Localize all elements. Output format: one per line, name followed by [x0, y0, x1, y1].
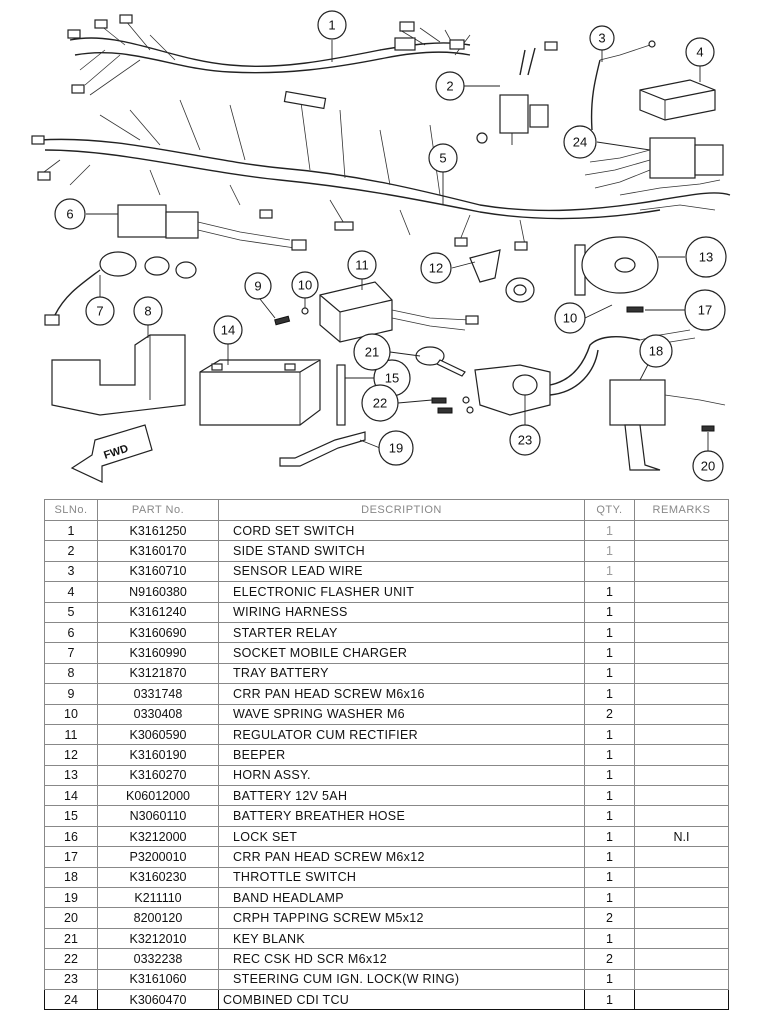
cell-description: THROTTLE SWITCH: [219, 867, 585, 887]
cell-qty: 1: [585, 541, 635, 561]
callout-label: 22: [372, 395, 388, 411]
cell-remarks: [635, 643, 729, 663]
callout-10b: [555, 303, 585, 333]
table-row: [45, 888, 729, 908]
cell-part-number: 0332238: [98, 949, 219, 969]
cell-description: REC CSK HD SCR M6x12: [219, 949, 585, 969]
table-row: [45, 602, 729, 622]
cell-qty: 1: [585, 622, 635, 642]
callout-label: 24: [572, 134, 588, 150]
cell-sl: 21: [45, 928, 98, 948]
callout-label: 13: [698, 249, 714, 265]
screw-20-drawing: [702, 426, 714, 431]
cell-part-number: N3060110: [98, 806, 219, 826]
table-row: [45, 684, 729, 704]
cell-description: BAND HEADLAMP: [219, 888, 585, 908]
cord-set-switch-drawing: [68, 15, 470, 95]
callout-8: [134, 297, 162, 325]
socket-mobile-charger-drawing: [45, 252, 196, 325]
cell-remarks: [635, 969, 729, 989]
table-row: [45, 521, 729, 541]
cell-qty: 1: [585, 826, 635, 846]
cell-qty: 1: [585, 602, 635, 622]
cell-remarks: N.I: [635, 826, 729, 846]
cell-sl: 12: [45, 745, 98, 765]
cell-qty: 1: [585, 786, 635, 806]
column-header-description: DESCRIPTION: [219, 500, 585, 521]
callout-label: 6: [66, 206, 74, 222]
cell-description: BATTERY 12V 5AH: [219, 786, 585, 806]
cell-part-number: K3161060: [98, 969, 219, 989]
callout-10a: [292, 272, 318, 298]
callout-label: 1: [328, 17, 336, 33]
callout-label: 4: [696, 44, 704, 60]
cell-sl: 6: [45, 622, 98, 642]
cell-description: KEY BLANK: [219, 928, 585, 948]
callout-11: [348, 251, 376, 279]
cell-part-number: K06012000: [98, 786, 219, 806]
cell-remarks: [635, 867, 729, 887]
cell-sl: 19: [45, 888, 98, 908]
callout-7: [86, 297, 114, 325]
fwd-label: FWD: [102, 442, 130, 462]
cell-part-number: K3160190: [98, 745, 219, 765]
cell-description: CORD SET SWITCH: [219, 521, 585, 541]
cell-qty: 1: [585, 969, 635, 989]
cell-part-number: K3160690: [98, 622, 219, 642]
cell-description: WAVE SPRING WASHER M6: [219, 704, 585, 724]
table-header-row: [45, 500, 729, 521]
callout-label: 20: [700, 458, 716, 474]
table-row: [45, 724, 729, 744]
cell-qty: 1: [585, 847, 635, 867]
cell-description: WIRING HARNESS: [219, 602, 585, 622]
table-row: [45, 643, 729, 663]
cell-remarks: [635, 745, 729, 765]
callout-label: 19: [388, 440, 404, 456]
cell-part-number: 8200120: [98, 908, 219, 928]
table-row: [45, 969, 729, 989]
side-stand-switch-drawing: [477, 42, 557, 145]
tray-battery-drawing: [52, 335, 185, 415]
callout-13: [686, 237, 726, 277]
cell-part-number: P3200010: [98, 847, 219, 867]
cell-part-number: N9160380: [98, 582, 219, 602]
table-row: [45, 867, 729, 887]
callout-4: [686, 38, 714, 66]
cell-remarks: [635, 949, 729, 969]
callout-label: 7: [96, 303, 104, 319]
callout-24: [564, 126, 596, 158]
callout-label: 3: [598, 30, 606, 46]
exploded-parts-diagram: [0, 0, 768, 495]
cell-sl: 23: [45, 969, 98, 989]
callout-label: 5: [439, 150, 447, 166]
parts-list-table: [44, 499, 729, 1010]
cell-description: TRAY BATTERY: [219, 663, 585, 683]
cell-remarks: [635, 908, 729, 928]
battery-drawing: [200, 360, 320, 425]
cell-remarks: [635, 684, 729, 704]
table-row: [45, 786, 729, 806]
cell-description: ELECTRONIC FLASHER UNIT: [219, 582, 585, 602]
cell-qty: 1: [585, 663, 635, 683]
cell-description: SENSOR LEAD WIRE: [219, 561, 585, 581]
cdi-tcu-drawing: [585, 138, 723, 188]
cell-remarks: [635, 765, 729, 785]
callout-label: 14: [220, 322, 236, 338]
callout-2: [436, 72, 464, 100]
callout-label: 15: [384, 370, 400, 386]
cell-sl: 15: [45, 806, 98, 826]
cell-remarks: [635, 561, 729, 581]
callout-17: [685, 290, 725, 330]
cell-sl: 24: [45, 989, 98, 1009]
cell-qty: 2: [585, 949, 635, 969]
cell-description: HORN ASSY.: [219, 765, 585, 785]
cell-sl: 1: [45, 521, 98, 541]
cell-remarks: [635, 521, 729, 541]
cell-remarks: [635, 847, 729, 867]
regulator-rectifier-drawing: [320, 282, 478, 342]
cell-sl: 9: [45, 684, 98, 704]
cell-remarks: [635, 582, 729, 602]
cell-description: COMBINED CDI TCU: [219, 989, 585, 1009]
callout-label: 9: [254, 278, 262, 294]
table-row: [45, 622, 729, 642]
cell-part-number: K211110: [98, 888, 219, 908]
cell-qty: 1: [585, 724, 635, 744]
cell-sl: 22: [45, 949, 98, 969]
cell-qty: 1: [585, 765, 635, 785]
cell-sl: 17: [45, 847, 98, 867]
column-header-remarks: REMARKS: [635, 500, 729, 521]
column-header-sl: SLNo.: [45, 500, 98, 521]
column-header-qty: QTY.: [585, 500, 635, 521]
table-row: [45, 949, 729, 969]
cell-qty: 1: [585, 521, 635, 541]
cell-part-number: K3212010: [98, 928, 219, 948]
screws-22-drawing: [432, 397, 473, 413]
cell-remarks: [635, 989, 729, 1009]
cell-description: SOCKET MOBILE CHARGER: [219, 643, 585, 663]
cell-sl: 11: [45, 724, 98, 744]
table-row: [45, 928, 729, 948]
cell-qty: 1: [585, 745, 635, 765]
cell-description: CRPH TAPPING SCREW M5x12: [219, 908, 585, 928]
band-headlamp-drawing: [280, 432, 365, 466]
cell-part-number: 0330408: [98, 704, 219, 724]
cell-part-number: K3161240: [98, 602, 219, 622]
callout-22: [362, 385, 398, 421]
breather-hose-drawing: [337, 365, 345, 425]
table-row: [45, 826, 729, 846]
callout-label: 17: [697, 302, 713, 318]
table-row: [45, 541, 729, 561]
cell-qty: 1: [585, 561, 635, 581]
callout-label: 10: [562, 310, 578, 326]
cell-sl: 20: [45, 908, 98, 928]
cell-remarks: [635, 663, 729, 683]
callout-label: 10: [297, 277, 313, 293]
callout-21: [354, 334, 390, 370]
table-row: [45, 989, 729, 1009]
cell-qty: 2: [585, 704, 635, 724]
table-row: [45, 582, 729, 602]
cell-sl: 18: [45, 867, 98, 887]
callout-label: 21: [364, 344, 380, 360]
cell-part-number: K3161250: [98, 521, 219, 541]
cell-qty: 1: [585, 806, 635, 826]
cell-sl: 10: [45, 704, 98, 724]
cell-sl: 16: [45, 826, 98, 846]
cell-part-number: K3160170: [98, 541, 219, 561]
callout-5: [429, 144, 457, 172]
callout-12: [421, 253, 451, 283]
cell-qty: 1: [585, 989, 635, 1009]
callout-9: [245, 273, 271, 299]
callout-3: [590, 26, 614, 50]
callout-label: 2: [446, 78, 454, 94]
cell-description: STARTER RELAY: [219, 622, 585, 642]
cell-remarks: [635, 602, 729, 622]
beeper-drawing: [470, 250, 534, 302]
table-row: [45, 704, 729, 724]
cell-remarks: [635, 806, 729, 826]
callout-20: [693, 451, 723, 481]
table-row: [45, 847, 729, 867]
callout-6: [55, 199, 85, 229]
cell-sl: 7: [45, 643, 98, 663]
cell-description: REGULATOR CUM RECTIFIER: [219, 724, 585, 744]
callout-label: 12: [428, 260, 444, 276]
cell-part-number: K3160990: [98, 643, 219, 663]
cell-description: STEERING CUM IGN. LOCK(W RING): [219, 969, 585, 989]
cell-sl: 2: [45, 541, 98, 561]
cell-sl: 8: [45, 663, 98, 683]
cell-qty: 1: [585, 582, 635, 602]
screw-9-drawing: [275, 316, 290, 324]
cell-remarks: [635, 786, 729, 806]
cell-part-number: K3060470: [98, 989, 219, 1009]
table-row: [45, 765, 729, 785]
callout-14: [214, 316, 242, 344]
fwd-arrow: [72, 425, 152, 482]
table-row: [45, 908, 729, 928]
cell-part-number: K3121870: [98, 663, 219, 683]
cell-part-number: K3160710: [98, 561, 219, 581]
key-blank-drawing: [416, 347, 465, 376]
cell-sl: 3: [45, 561, 98, 581]
cell-description: CRR PAN HEAD SCREW M6x12: [219, 847, 585, 867]
callout-1: [318, 11, 346, 39]
cell-part-number: K3160230: [98, 867, 219, 887]
column-header-part: PART No.: [98, 500, 219, 521]
sensor-lead-wire-drawing: [592, 41, 655, 130]
cell-part-number: K3060590: [98, 724, 219, 744]
callout-18: [640, 335, 672, 367]
cell-remarks: [635, 541, 729, 561]
callout-23: [510, 425, 540, 455]
flasher-unit-drawing: [640, 80, 715, 120]
table-row: [45, 561, 729, 581]
cell-sl: 13: [45, 765, 98, 785]
cell-remarks: [635, 704, 729, 724]
cell-part-number: 0331748: [98, 684, 219, 704]
washer-10-drawing: [302, 308, 308, 314]
cell-remarks: [635, 888, 729, 908]
callout-label: 8: [144, 303, 152, 319]
cell-remarks: [635, 622, 729, 642]
cell-qty: 1: [585, 684, 635, 704]
cell-qty: 1: [585, 928, 635, 948]
callout-label: 18: [648, 343, 664, 359]
cell-remarks: [635, 724, 729, 744]
cell-remarks: [635, 928, 729, 948]
cell-description: LOCK SET: [219, 826, 585, 846]
table-row: [45, 806, 729, 826]
cell-qty: 1: [585, 888, 635, 908]
cell-description: CRR PAN HEAD SCREW M6x16: [219, 684, 585, 704]
starter-relay-drawing: [118, 205, 306, 250]
cell-part-number: K3212000: [98, 826, 219, 846]
cell-sl: 4: [45, 582, 98, 602]
cell-description: BATTERY BREATHER HOSE: [219, 806, 585, 826]
cell-qty: 2: [585, 908, 635, 928]
cell-description: SIDE STAND SWITCH: [219, 541, 585, 561]
callout-19: [379, 431, 413, 465]
callout-label: 11: [355, 257, 369, 273]
cell-description: BEEPER: [219, 745, 585, 765]
screw-17-drawing: [627, 307, 643, 312]
callout-label: 23: [517, 432, 533, 448]
table-row: [45, 663, 729, 683]
cell-qty: 1: [585, 867, 635, 887]
table-row: [45, 745, 729, 765]
cell-qty: 1: [585, 643, 635, 663]
cell-sl: 5: [45, 602, 98, 622]
cell-sl: 14: [45, 786, 98, 806]
cell-part-number: K3160270: [98, 765, 219, 785]
horn-drawing: [575, 237, 658, 295]
